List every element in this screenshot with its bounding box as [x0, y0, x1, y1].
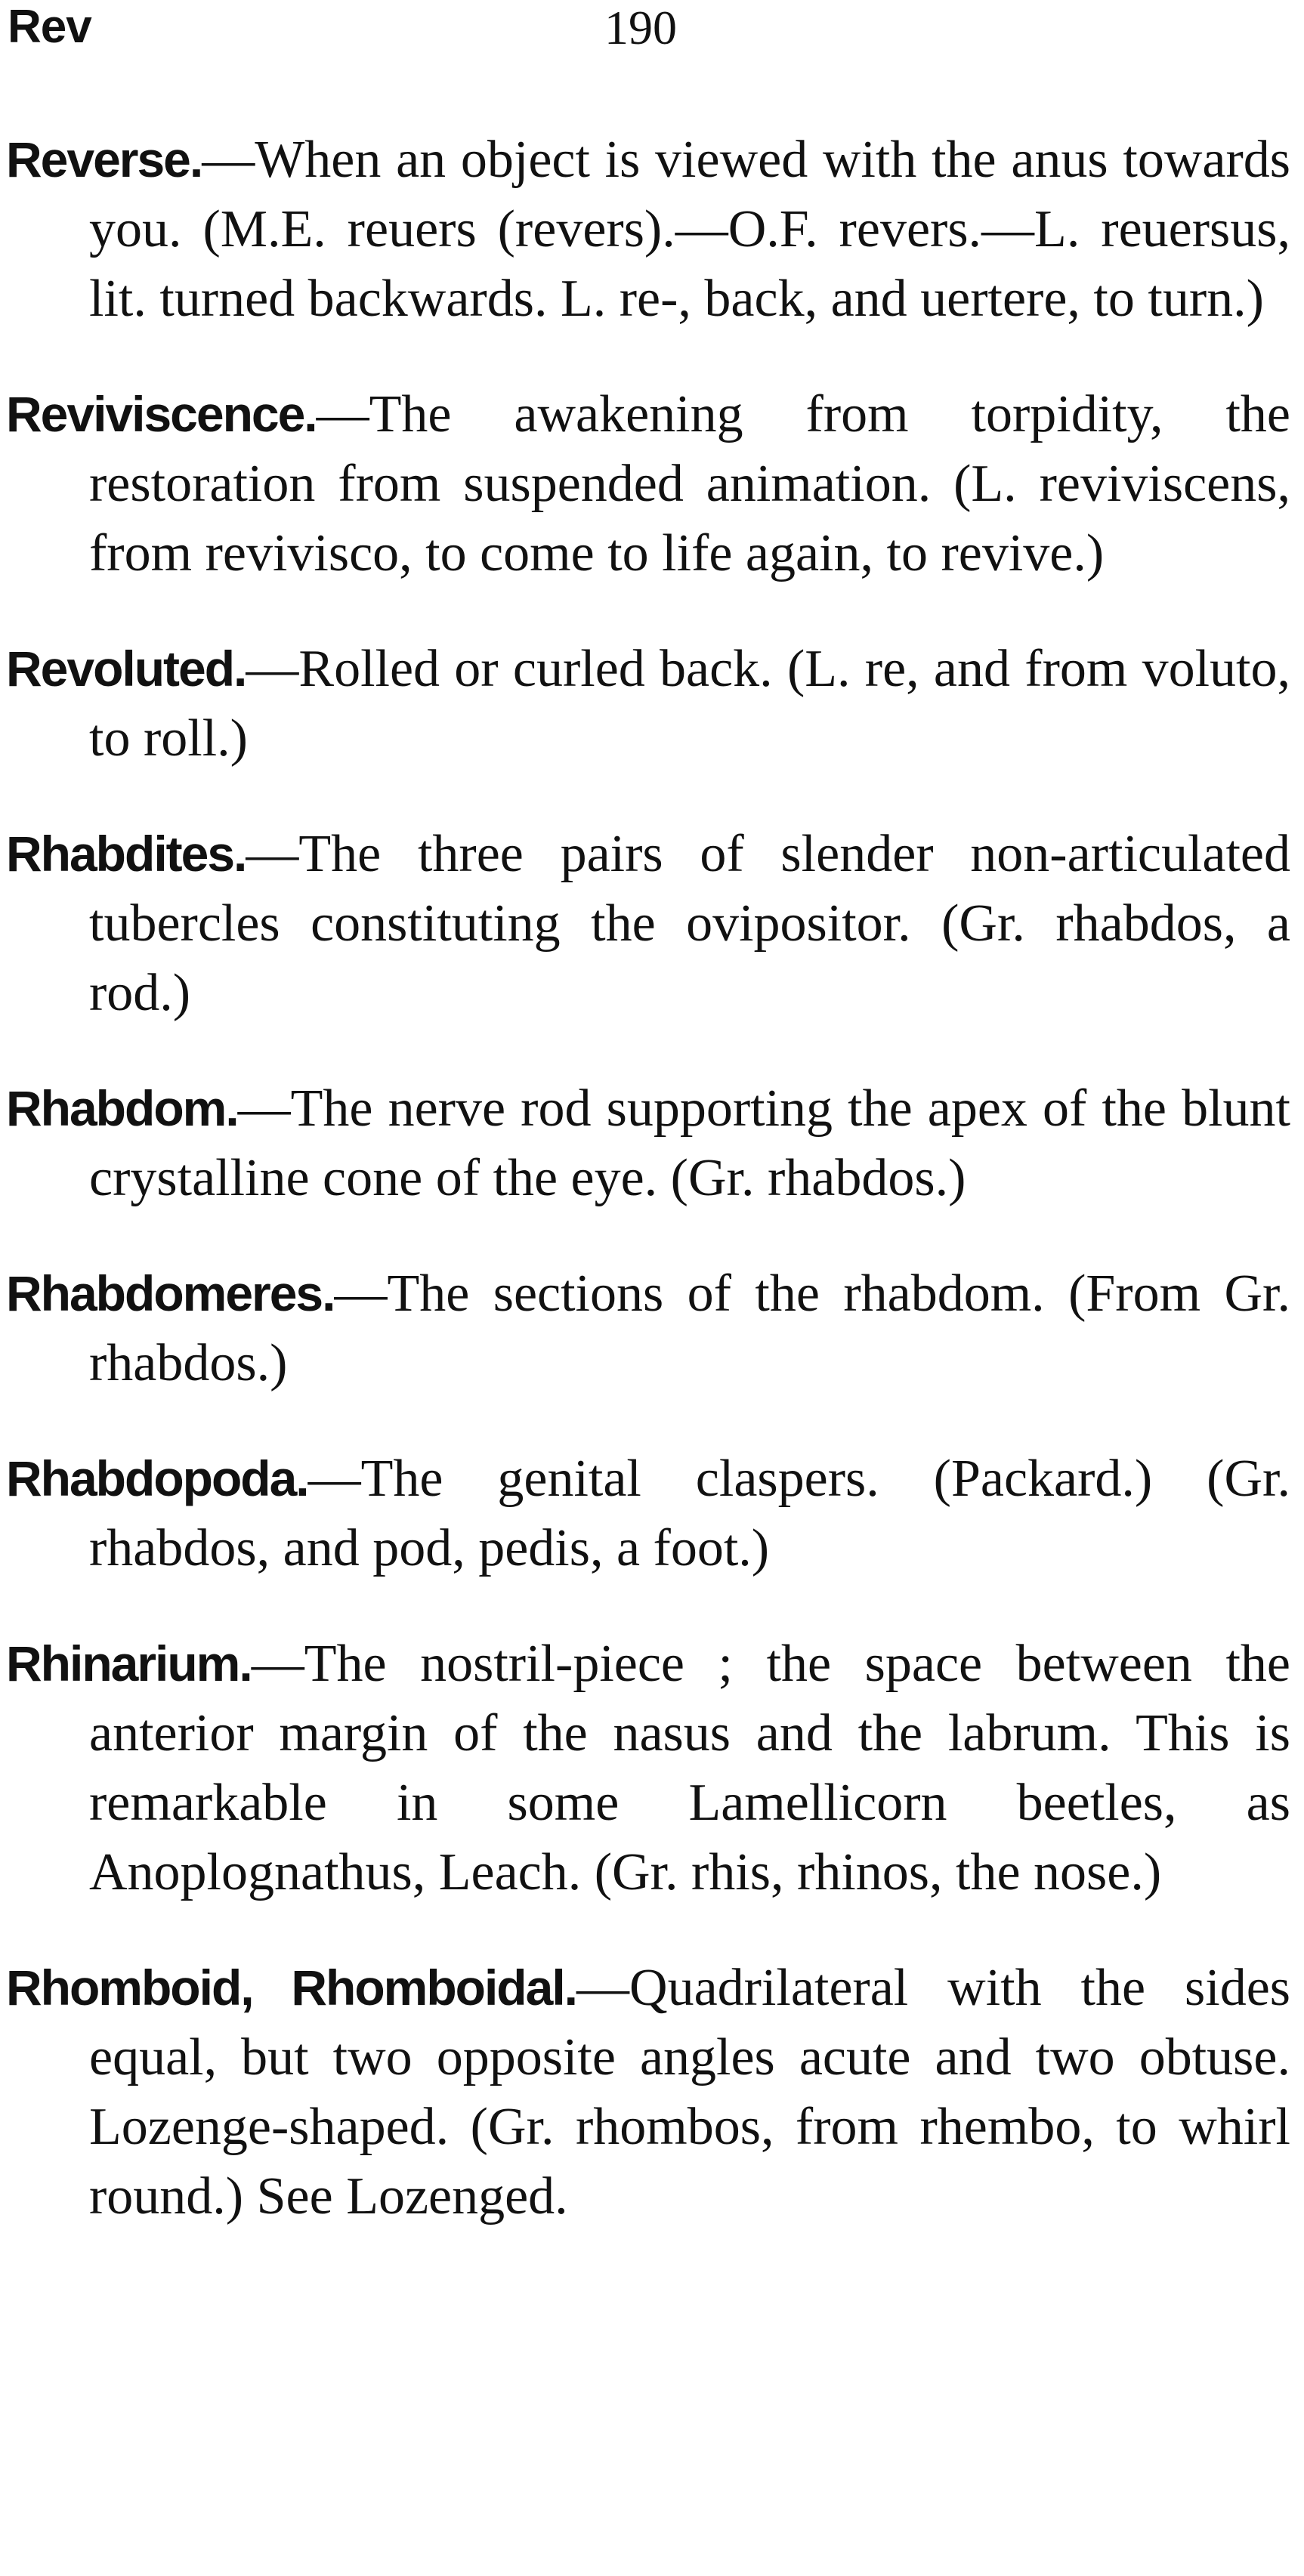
- entry-definition: —The three pairs of slender non-articulated tubercles constituting the ovipositor. (Gr. rhabdos, a rod.): [89, 825, 1290, 1022]
- entry-definition: —The awakening from torpidity, the restoration from suspended animation. (L. reviviscens, from revivisco, to come to life again, to revive.): [89, 385, 1290, 582]
- entry-term: Rhabdom.: [6, 1080, 238, 1136]
- glossary-entry-rhinarium: [6, 1629, 1290, 1907]
- entry-definition: —The nerve rod supporting the apex of the blunt crystalline cone of the eye. (Gr. rhabdos.): [89, 1080, 1290, 1207]
- glossary-entry-rhabdomeres: [6, 1259, 1290, 1398]
- running-head: Rev: [8, 1, 91, 53]
- page-header: [0, 0, 1304, 68]
- entry-term: Reverse.: [6, 131, 202, 187]
- entry-definition: —When an object is viewed with the anus towards you. (M.E. reuers (revers).—O.F. revers.—L. reuersus, lit. turned backwards. L. re-, back, and uertere, to turn.): [89, 131, 1290, 328]
- glossary-entry-rhabdopoda: [6, 1444, 1290, 1583]
- entry-term: Rhabdites.: [6, 826, 246, 882]
- glossary-entries: [6, 125, 1290, 2277]
- glossary-entry-reverse: [6, 125, 1290, 334]
- glossary-entry-reviviscence: [6, 379, 1290, 588]
- glossary-entry-rhomboid: [6, 1953, 1290, 2232]
- entry-definition: —Quadrilateral with the sides equal, but two opposite angles acute and two obtuse. Lozenge-shaped. (Gr. rhombos, from rhembo, to whirl round.) See Lozenged.: [89, 1959, 1291, 2225]
- entry-definition: —The sections of the rhabdom. (From Gr. rhabdos.): [89, 1265, 1290, 1392]
- entry-term: Rhabdomeres.: [6, 1265, 335, 1321]
- entry-term: Rhabdopoda.: [6, 1450, 308, 1506]
- page-number: 190: [604, 1, 677, 54]
- entry-definition: —The genital claspers. (Packard.) (Gr. rhabdos, and pod, pedis, a foot.): [89, 1450, 1290, 1577]
- entry-term: Revoluted.: [6, 641, 246, 697]
- glossary-entry-revoluted: [6, 634, 1290, 774]
- entry-term: Rhinarium.: [6, 1635, 252, 1691]
- entry-definition: —The nostril-piece ; the space between the anterior margin of the nasus and the labrum. This is remarkable in some Lamellicorn beetles, as Anoplognathus, Leach. (Gr. rhis, rhinos, the nose.): [89, 1635, 1290, 1901]
- entry-term: Reviviscence.: [6, 386, 317, 442]
- glossary-entry-rhabdom: [6, 1073, 1290, 1213]
- entry-definition: —Rolled or curled back. (L. re, and from voluto, to roll.): [89, 640, 1290, 768]
- entry-term: Rhomboid, Rhomboidal.: [6, 1960, 577, 2015]
- glossary-entry-rhabdites: [6, 819, 1290, 1028]
